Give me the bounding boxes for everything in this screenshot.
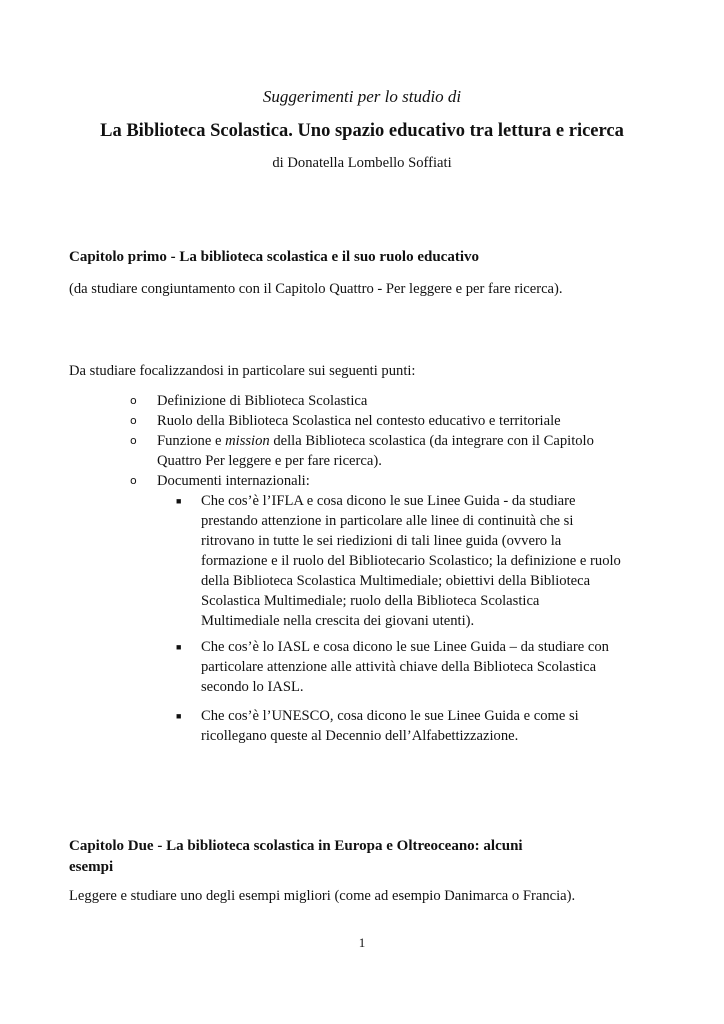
chapter-two-heading-line: Capitolo Due - La biblioteca scolastica in Europa e Oltreoceano: alcuni [69, 838, 523, 854]
square-bullet-icon: ■ [176, 711, 182, 721]
list-item [176, 637, 662, 697]
circle-bullet-icon: o [130, 434, 137, 447]
circle-bullet-icon: o [130, 394, 137, 407]
doc-ifla-line: ritrovano in tutte le sei riedizioni di tali linee guida (ovvero la [201, 533, 562, 549]
point-function-text-end: della Biblioteca scolastica (da integrare con il Capitolo [269, 433, 594, 449]
doc-ifla-line: Multimediale nella crescita dei giovani utenti). [201, 613, 475, 629]
doc-ifla-line: Scolastica Multimediale; ruolo della Biblioteca Scolastica [201, 593, 540, 609]
doc-ifla-line: formazione e il ruolo del Bibliotecario Scolastico; la definizione e ruolo [201, 553, 621, 569]
doc-ifla-line: prestando attenzione in particolare alle linee di continuità che si [201, 513, 574, 529]
document-title: La Biblioteca Scolastica. Uno spazio educativo tra lettura e ricerca [100, 121, 624, 141]
list-item [130, 391, 660, 411]
chapter-one-note: (da studiare congiuntamento con il Capitolo Quattro - Per leggere e per fare ricerca). [69, 281, 563, 297]
doc-unesco-line: Che cos’è l’UNESCO, cosa dicono le sue Linee Guida e come si [201, 708, 579, 724]
chapter-two-heading-line: esempi [69, 859, 114, 875]
document-author: di Donatella Lombello Soffiati [272, 155, 452, 171]
circle-bullet-icon: o [130, 474, 137, 487]
point-role: Ruolo della Biblioteca Scolastica nel contesto educativo e territoriale [157, 413, 561, 429]
doc-unesco [201, 706, 651, 746]
document-subtitle: Suggerimenti per lo studio di [262, 87, 462, 106]
doc-ifla-line: della Biblioteca Scolastica Multimediale; obiettivi della Biblioteca [201, 573, 591, 589]
list-item [176, 706, 662, 746]
page-number: 1 [358, 935, 366, 950]
square-bullet-icon: ■ [176, 642, 182, 652]
list-item [130, 471, 660, 491]
doc-ifla [201, 491, 651, 631]
point-function-emphasis: mission [225, 433, 270, 449]
point-definition: Definizione di Biblioteca Scolastica [157, 393, 368, 409]
doc-unesco-line: ricollegano queste al Decennio dell’Alfabettizzazione. [201, 728, 519, 744]
doc-iasl-line: particolare attenzione alle attività chiave della Biblioteca Scolastica [201, 659, 597, 675]
study-intro: Da studiare focalizzandosi in particolare sui seguenti punti: [69, 363, 416, 379]
doc-ifla-line: Che cos’è l’IFLA e cosa dicono le sue Linee Guida - da studiare [201, 493, 576, 509]
doc-iasl-line: secondo lo IASL. [201, 679, 304, 695]
chapter-one-heading: Capitolo primo - La biblioteca scolastica e il suo ruolo educativo [69, 249, 479, 265]
chapter-two-heading [69, 836, 669, 878]
doc-iasl [201, 637, 651, 697]
list-item [176, 491, 662, 631]
square-bullet-icon: ■ [176, 496, 182, 506]
doc-iasl-line: Che cos’è lo IASL e cosa dicono le sue Linee Guida – da studiare con [201, 639, 609, 655]
point-documents: Documenti internazionali: [157, 473, 310, 489]
point-function-text: Funzione e [157, 433, 226, 449]
circle-bullet-icon: o [130, 414, 137, 427]
point-function-line2: Quattro Per leggere e per fare ricerca). [157, 453, 382, 469]
point-function [157, 431, 657, 471]
list-item [130, 411, 660, 431]
list-item [130, 431, 660, 471]
chapter-two-text: Leggere e studiare uno degli esempi migliori (come ad esempio Danimarca o Francia). [69, 888, 576, 904]
